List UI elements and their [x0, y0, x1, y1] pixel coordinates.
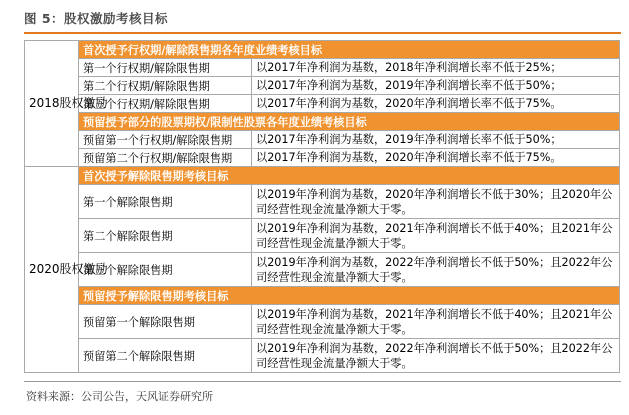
section-header-row: [25, 113, 620, 131]
section-header: 预留授予解除限售期考核目标: [79, 287, 620, 305]
table-row: [25, 185, 620, 219]
target-cell: 以2019年净利润为基数，2021年净利润增长不低于40%；且2021年公司经营性现金流量净额大于零。: [252, 219, 620, 253]
table-row: [25, 131, 620, 149]
table-row: [25, 77, 620, 95]
source-rule: [24, 381, 621, 382]
period-cell: 第一个解除限售期: [79, 185, 252, 219]
period-cell: 第二个解除限售期: [79, 219, 252, 253]
figure-title: 图 5：股权激励考核目标: [24, 11, 169, 26]
table-row: [25, 59, 620, 77]
group-label-2020: 2020股权激励: [25, 167, 79, 373]
target-cell: 以2019年净利润为基数，2020年净利润增长不低于30%；且2020年公司经营性现金流量净额大于零。: [252, 185, 620, 219]
group-label-2018: 2018股权激励: [25, 41, 79, 167]
table-row: [25, 339, 620, 373]
table-row: [25, 219, 620, 253]
section-header-row: [25, 167, 620, 185]
period-cell: 第三个解除限售期: [79, 253, 252, 287]
period-cell: 预留第一个解除限售期: [79, 305, 252, 339]
incentive-target-table: [24, 40, 620, 373]
period-cell: 预留第二个解除限售期: [79, 339, 252, 373]
section-header: 首次授予解除限售期考核目标: [79, 167, 620, 185]
title-rule: [24, 32, 621, 34]
table-row: [25, 305, 620, 339]
target-cell: 以2017年净利润为基数，2020年净利润增长率不低于75%。: [252, 149, 620, 167]
period-cell: 预留第一个行权期/解除限售期: [79, 131, 252, 149]
period-cell: 第三个行权期/解除限售期: [79, 95, 252, 113]
section-header: 预留授予部分的股票期权/限制性股票各年度业绩考核目标: [79, 113, 620, 131]
target-cell: 以2017年净利润为基数，2019年净利润增长率不低于50%；: [252, 77, 620, 95]
table-row: [25, 253, 620, 287]
period-cell: 第二个行权期/解除限售期: [79, 77, 252, 95]
period-cell: 预留第二个行权期/解除限售期: [79, 149, 252, 167]
target-cell: 以2017年净利润为基数，2020年净利润增长率不低于75%。: [252, 95, 620, 113]
table-row: [25, 95, 620, 113]
target-cell: 以2019年净利润为基数，2022年净利润增长不低于50%；且2022年公司经营性现金流量净额大于零。: [252, 339, 620, 373]
section-header-row: [25, 41, 620, 59]
target-cell: 以2017年净利润为基数，2018年净利润增长率不低于25%；: [252, 59, 620, 77]
source-note: 资料来源：公司公告，天风证券研究所: [26, 390, 213, 403]
table-row: [25, 149, 620, 167]
target-cell: 以2017年净利润为基数，2019年净利润增长率不低于50%；: [252, 131, 620, 149]
section-header: 首次授予行权期/解除限售期各年度业绩考核目标: [79, 41, 620, 59]
target-cell: 以2019年净利润为基数，2021年净利润增长不低于40%；且2021年公司经营性现金流量净额大于零。: [252, 305, 620, 339]
target-cell: 以2019年净利润为基数，2022年净利润增长不低于50%；且2022年公司经营性现金流量净额大于零。: [252, 253, 620, 287]
section-header-row: [25, 287, 620, 305]
period-cell: 第一个行权期/解除限售期: [79, 59, 252, 77]
